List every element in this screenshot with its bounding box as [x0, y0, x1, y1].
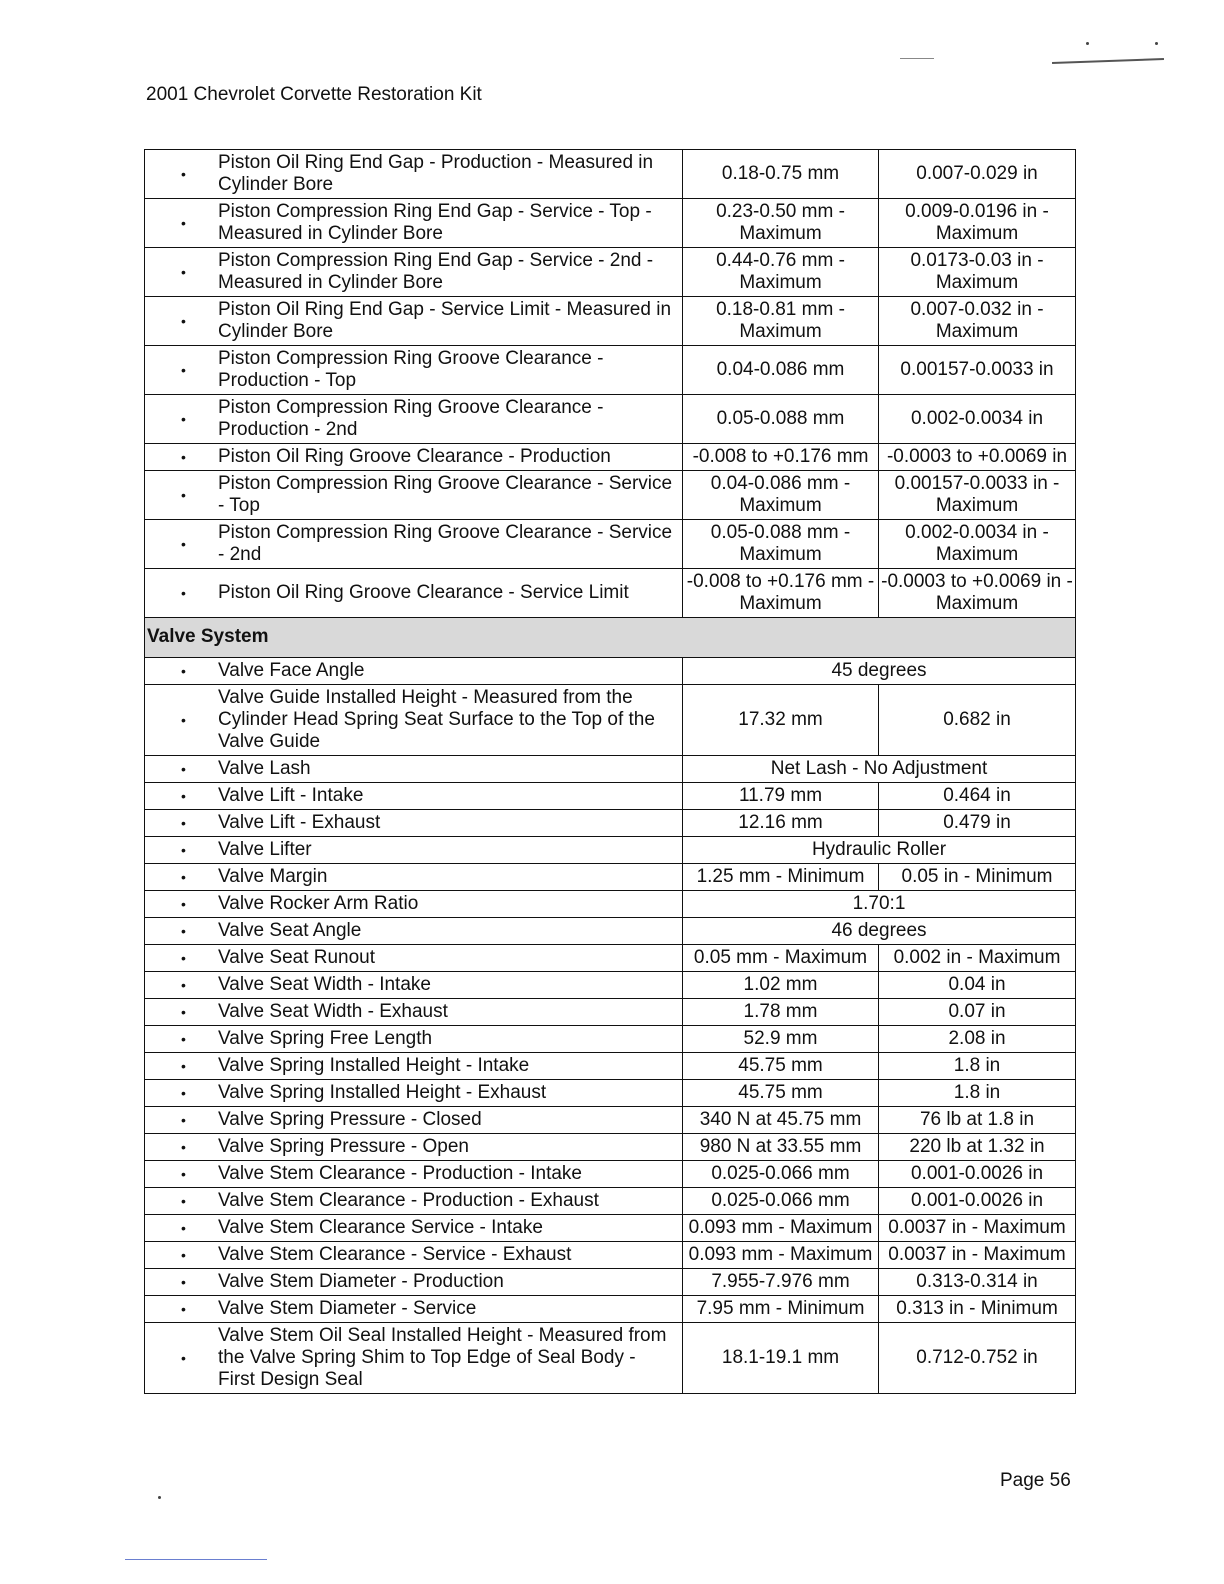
combined-value: 45 degrees: [683, 658, 1076, 685]
spec-name-cell: [145, 783, 683, 810]
metric-value: 0.23-0.50 mm - Maximum: [683, 199, 879, 248]
spec-name-cell: [145, 199, 683, 248]
bullet-icon: •: [181, 950, 186, 966]
combined-value: Hydraulic Roller: [683, 837, 1076, 864]
imperial-value: 0.313-0.314 in: [879, 1269, 1076, 1296]
spec-name: Piston Compression Ring Groove Clearance - Service - Top: [218, 473, 673, 516]
scan-mark: [900, 58, 934, 59]
metric-value: 12.16 mm: [683, 810, 879, 837]
bullet-icon: •: [181, 1274, 186, 1290]
specifications-table: [144, 149, 1076, 1394]
imperial-value: 0.05 in - Minimum: [879, 864, 1076, 891]
spec-name: Piston Oil Ring End Gap - Service Limit - Measured in Cylinder Bore: [218, 299, 672, 342]
metric-value: 0.025-0.066 mm: [683, 1188, 879, 1215]
spec-name-cell: [145, 248, 683, 297]
bullet-icon: •: [181, 1301, 186, 1317]
spec-name-cell: [145, 685, 683, 756]
spec-name-cell: [145, 471, 683, 520]
bullet-icon: •: [181, 1166, 186, 1182]
spec-name: Piston Compression Ring Groove Clearance - Production - 2nd: [218, 397, 604, 440]
imperial-value: 0.002 in - Maximum: [879, 945, 1076, 972]
table-row: [145, 1242, 1076, 1269]
bullet-icon: •: [181, 166, 186, 182]
bullet-icon: •: [181, 449, 186, 465]
bullet-icon: •: [181, 761, 186, 777]
table-row: [145, 783, 1076, 810]
imperial-value: 76 lb at 1.8 in: [879, 1107, 1076, 1134]
imperial-value: 0.0037 in - Maximum: [879, 1242, 1076, 1269]
metric-value: 0.18-0.75 mm: [683, 150, 879, 199]
combined-value: Net Lash - No Adjustment: [683, 756, 1076, 783]
spec-name: Valve Seat Width - Intake: [218, 974, 431, 995]
imperial-value: 0.00157-0.0033 in: [879, 346, 1076, 395]
scan-speck: [1155, 42, 1158, 45]
spec-name: Valve Stem Clearance - Production - Exhaust: [218, 1190, 599, 1211]
imperial-value: 0.001-0.0026 in: [879, 1161, 1076, 1188]
metric-value: 0.04-0.086 mm - Maximum: [683, 471, 879, 520]
spec-name: Valve Stem Clearance Service - Intake: [218, 1217, 543, 1238]
spec-name: Piston Oil Ring Groove Clearance - Production: [218, 446, 611, 467]
imperial-value: 0.00157-0.0033 in - Maximum: [879, 471, 1076, 520]
bullet-icon: •: [181, 1004, 186, 1020]
bullet-icon: •: [181, 264, 186, 280]
metric-value: 45.75 mm: [683, 1080, 879, 1107]
spec-name-cell: [145, 810, 683, 837]
table-row: [145, 1323, 1076, 1394]
bullet-icon: •: [181, 1058, 186, 1074]
spec-name: Valve Seat Width - Exhaust: [218, 1001, 448, 1022]
spec-name-cell: [145, 1188, 683, 1215]
imperial-value: 0.009-0.0196 in - Maximum: [879, 199, 1076, 248]
spec-name: Piston Compression Ring Groove Clearance - Production - Top: [218, 348, 604, 391]
spec-name: Valve Lift - Exhaust: [218, 812, 381, 833]
bullet-icon: •: [181, 923, 186, 939]
spec-name: Piston Compression Ring End Gap - Service - Top - Measured in Cylinder Bore: [218, 201, 652, 244]
metric-value: 0.025-0.066 mm: [683, 1161, 879, 1188]
table-row: [145, 658, 1076, 685]
bullet-icon: •: [181, 1031, 186, 1047]
metric-value: 52.9 mm: [683, 1026, 879, 1053]
bullet-icon: •: [181, 411, 186, 427]
metric-value: 1.78 mm: [683, 999, 879, 1026]
imperial-value: 0.04 in: [879, 972, 1076, 999]
spec-name-cell: [145, 1242, 683, 1269]
imperial-value: 0.002-0.0034 in - Maximum: [879, 520, 1076, 569]
page-number: Page 56: [1000, 1470, 1071, 1491]
scan-speck: [1086, 42, 1089, 45]
spec-name-cell: [145, 658, 683, 685]
bullet-icon: •: [181, 977, 186, 993]
spec-name-cell: [145, 150, 683, 199]
table-row: [145, 150, 1076, 199]
spec-name: Valve Stem Diameter - Service: [218, 1298, 477, 1319]
specifications-table-body: [145, 150, 1076, 1394]
bullet-icon: •: [181, 536, 186, 552]
spec-name-cell: [145, 297, 683, 346]
metric-value: 0.093 mm - Maximum: [683, 1215, 879, 1242]
scan-mark: [1052, 58, 1164, 64]
spec-name: Valve Stem Clearance - Production - Intake: [218, 1163, 582, 1184]
bullet-icon: •: [181, 1112, 186, 1128]
metric-value: 0.05 mm - Maximum: [683, 945, 879, 972]
table-row: [145, 1188, 1076, 1215]
imperial-value: 1.8 in: [879, 1080, 1076, 1107]
combined-value: 1.70:1: [683, 891, 1076, 918]
metric-value: 11.79 mm: [683, 783, 879, 810]
spec-name-cell: [145, 1134, 683, 1161]
spec-name: Piston Compression Ring End Gap - Service - 2nd - Measured in Cylinder Bore: [218, 250, 654, 293]
scan-speck: [158, 1496, 161, 1499]
bullet-icon: •: [181, 1193, 186, 1209]
table-row: [145, 1161, 1076, 1188]
table-row: [145, 891, 1076, 918]
bullet-icon: •: [181, 1085, 186, 1101]
table-row: [145, 569, 1076, 618]
table-row: [145, 1215, 1076, 1242]
spec-name: Valve Spring Pressure - Open: [218, 1136, 469, 1157]
imperial-value: -0.0003 to +0.0069 in - Maximum: [879, 569, 1076, 618]
spec-name: Valve Seat Angle: [218, 920, 362, 941]
section-title: Valve System: [145, 618, 1076, 658]
imperial-value: 220 lb at 1.32 in: [879, 1134, 1076, 1161]
section-header-row: [145, 618, 1076, 658]
bullet-icon: •: [181, 842, 186, 858]
bullet-icon: •: [181, 313, 186, 329]
metric-value: 1.25 mm - Minimum: [683, 864, 879, 891]
spec-name-cell: [145, 1026, 683, 1053]
bullet-icon: •: [181, 1139, 186, 1155]
metric-value: 0.18-0.81 mm - Maximum: [683, 297, 879, 346]
table-row: [145, 756, 1076, 783]
imperial-value: 1.8 in: [879, 1053, 1076, 1080]
spec-name: Valve Spring Pressure - Closed: [218, 1109, 482, 1130]
table-row: [145, 1026, 1076, 1053]
metric-value: 0.44-0.76 mm - Maximum: [683, 248, 879, 297]
spec-name-cell: [145, 999, 683, 1026]
imperial-value: 0.001-0.0026 in: [879, 1188, 1076, 1215]
table-row: [145, 471, 1076, 520]
spec-name-cell: [145, 1107, 683, 1134]
metric-value: 7.955-7.976 mm: [683, 1269, 879, 1296]
imperial-value: 0.479 in: [879, 810, 1076, 837]
table-row: [145, 1107, 1076, 1134]
spec-name-cell: [145, 837, 683, 864]
bullet-icon: •: [181, 712, 186, 728]
imperial-value: 0.313 in - Minimum: [879, 1296, 1076, 1323]
spec-name: Valve Spring Installed Height - Exhaust: [218, 1082, 547, 1103]
spec-name-cell: [145, 1080, 683, 1107]
spec-name: Valve Face Angle: [218, 660, 365, 681]
table-row: [145, 248, 1076, 297]
spec-name-cell: [145, 1269, 683, 1296]
spec-name-cell: [145, 520, 683, 569]
metric-value: 18.1-19.1 mm: [683, 1323, 879, 1394]
spec-name-cell: [145, 864, 683, 891]
spec-name: Valve Rocker Arm Ratio: [218, 893, 419, 914]
imperial-value: 0.007-0.032 in - Maximum: [879, 297, 1076, 346]
spec-name-cell: [145, 1215, 683, 1242]
bullet-icon: •: [181, 896, 186, 912]
imperial-value: 0.464 in: [879, 783, 1076, 810]
imperial-value: 0.712-0.752 in: [879, 1323, 1076, 1394]
spec-name: Valve Guide Installed Height - Measured from the Cylinder Head Spring Seat Surface to the Top of the Valve Guide: [218, 687, 655, 752]
spec-name: Valve Lifter: [218, 839, 312, 860]
metric-value: 17.32 mm: [683, 685, 879, 756]
scan-underline: [125, 1559, 267, 1560]
imperial-value: 0.07 in: [879, 999, 1076, 1026]
table-row: [145, 1296, 1076, 1323]
spec-name-cell: [145, 569, 683, 618]
imperial-value: 0.682 in: [879, 685, 1076, 756]
spec-name-cell: [145, 1053, 683, 1080]
metric-value: 0.05-0.088 mm - Maximum: [683, 520, 879, 569]
imperial-value: -0.0003 to +0.0069 in: [879, 444, 1076, 471]
metric-value: 45.75 mm: [683, 1053, 879, 1080]
metric-value: 0.04-0.086 mm: [683, 346, 879, 395]
spec-name: Valve Stem Diameter - Production: [218, 1271, 504, 1292]
table-row: [145, 297, 1076, 346]
spec-name: Valve Spring Free Length: [218, 1028, 433, 1049]
metric-value: -0.008 to +0.176 mm: [683, 444, 879, 471]
table-row: [145, 520, 1076, 569]
bullet-icon: •: [181, 1350, 186, 1366]
table-row: [145, 918, 1076, 945]
bullet-icon: •: [181, 487, 186, 503]
imperial-value: 2.08 in: [879, 1026, 1076, 1053]
document-title: 2001 Chevrolet Corvette Restoration Kit: [146, 84, 482, 105]
table-row: [145, 1269, 1076, 1296]
spec-name-cell: [145, 395, 683, 444]
spec-name: Valve Lash: [218, 758, 311, 779]
metric-value: 7.95 mm - Minimum: [683, 1296, 879, 1323]
imperial-value: 0.0037 in - Maximum: [879, 1215, 1076, 1242]
spec-name: Valve Stem Clearance - Service - Exhaust: [218, 1244, 572, 1265]
bullet-icon: •: [181, 663, 186, 679]
spec-name-cell: [145, 1296, 683, 1323]
metric-value: -0.008 to +0.176 mm - Maximum: [683, 569, 879, 618]
combined-value: 46 degrees: [683, 918, 1076, 945]
table-row: [145, 810, 1076, 837]
spec-name-cell: [145, 1323, 683, 1394]
metric-value: 980 N at 33.55 mm: [683, 1134, 879, 1161]
imperial-value: 0.0173-0.03 in - Maximum: [879, 248, 1076, 297]
table-row: [145, 999, 1076, 1026]
metric-value: 0.05-0.088 mm: [683, 395, 879, 444]
table-row: [145, 199, 1076, 248]
table-row: [145, 945, 1076, 972]
spec-name: Valve Margin: [218, 866, 328, 887]
bullet-icon: •: [181, 362, 186, 378]
spec-name-cell: [145, 1161, 683, 1188]
table-row: [145, 864, 1076, 891]
bullet-icon: •: [181, 788, 186, 804]
bullet-icon: •: [181, 215, 186, 231]
bullet-icon: •: [181, 869, 186, 885]
table-row: [145, 1134, 1076, 1161]
bullet-icon: •: [181, 815, 186, 831]
spec-name: Piston Oil Ring End Gap - Production - Measured in Cylinder Bore: [218, 152, 654, 195]
spec-name-cell: [145, 972, 683, 999]
table-row: [145, 1053, 1076, 1080]
table-row: [145, 972, 1076, 999]
spec-name-cell: [145, 756, 683, 783]
imperial-value: 0.002-0.0034 in: [879, 395, 1076, 444]
spec-name: Valve Seat Runout: [218, 947, 376, 968]
spec-name: Valve Spring Installed Height - Intake: [218, 1055, 530, 1076]
bullet-icon: •: [181, 1220, 186, 1236]
spec-name-cell: [145, 444, 683, 471]
metric-value: 1.02 mm: [683, 972, 879, 999]
spec-name-cell: [145, 346, 683, 395]
spec-name-cell: [145, 945, 683, 972]
metric-value: 0.093 mm - Maximum: [683, 1242, 879, 1269]
bullet-icon: •: [181, 1247, 186, 1263]
spec-name: Valve Lift - Intake: [218, 785, 364, 806]
spec-name: Valve Stem Oil Seal Installed Height - Measured from the Valve Spring Shim to Top Edge of Seal Body - First Design Seal: [218, 1325, 667, 1390]
table-row: [145, 837, 1076, 864]
bullet-icon: •: [181, 585, 186, 601]
table-row: [145, 346, 1076, 395]
spec-name: Piston Oil Ring Groove Clearance - Service Limit: [218, 582, 629, 603]
spec-name-cell: [145, 891, 683, 918]
imperial-value: 0.007-0.029 in: [879, 150, 1076, 199]
table-row: [145, 395, 1076, 444]
spec-name-cell: [145, 918, 683, 945]
metric-value: 340 N at 45.75 mm: [683, 1107, 879, 1134]
spec-name: Piston Compression Ring Groove Clearance - Service - 2nd: [218, 522, 673, 565]
table-row: [145, 1080, 1076, 1107]
table-row: [145, 685, 1076, 756]
table-row: [145, 444, 1076, 471]
